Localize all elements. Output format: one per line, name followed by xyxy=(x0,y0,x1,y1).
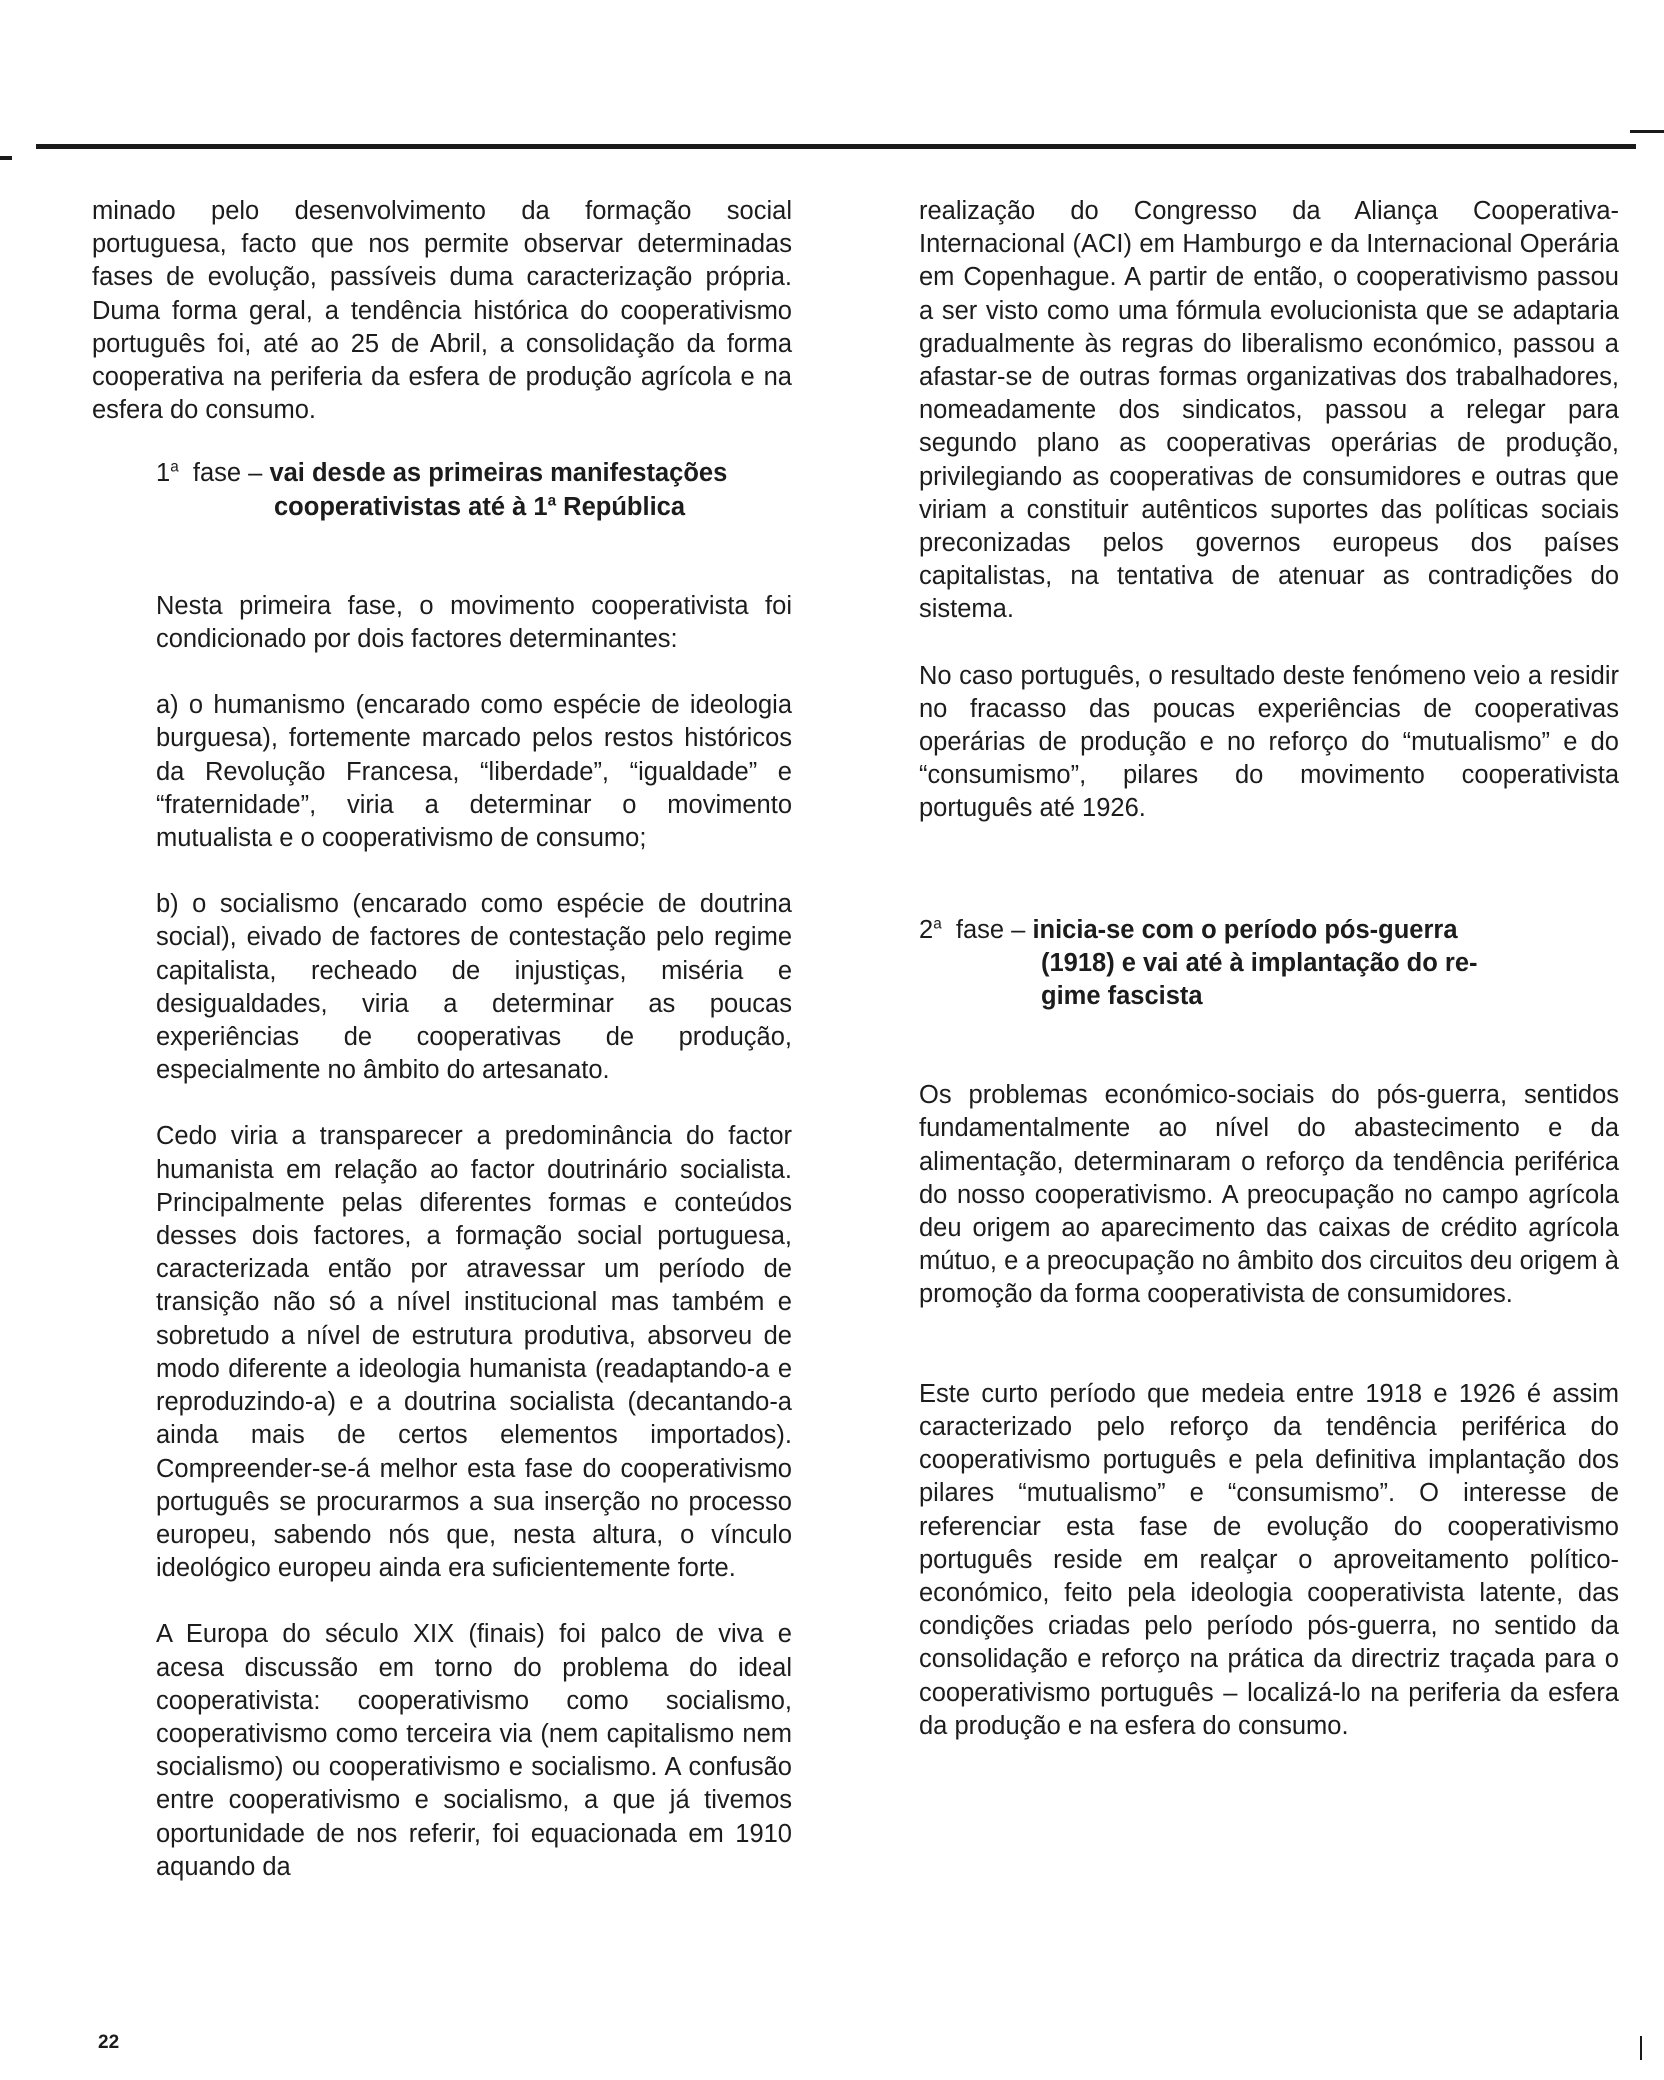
paragraph: No caso português, o resultado deste fenómeno veio a residir no fracasso das poucas experiências de cooperativas operárias de produção e no reforço do “mutualismo” e do “consumismo”, pilares do movimento cooperativista português até 1926. xyxy=(919,661,1619,823)
paragraph: Nesta primeira fase, o movimento cooperativista foi condicionado por dois factores determinantes: xyxy=(156,591,792,654)
phase-number: 2 xyxy=(919,915,934,944)
phase-title-line: vai desde as primeiras manifestações xyxy=(269,459,728,488)
right-column xyxy=(919,195,1619,1743)
intro-paragraph: minado pelo desenvolvimento da formação social portuguesa, facto que nos permite observar determinadas fases de evolução, passíveis duma caracterização própria. Duma forma geral, a tendência histórica do cooperativismo português foi, até ao 25 de Abril, a consolidação da forma cooperativa na periferia da esfera de produção agrícola e na esfera do consumo. xyxy=(92,197,792,425)
paragraph: Este curto período que medeia entre 1918 e 1926 é assim caracterizado pelo reforço da tendência periférica do cooperativismo português e pela definitiva implantação dos pilares “mutualismo” e “consumismo”. O interesse de referenciar esta fase de evolução do cooperativismo português reside em realçar o aproveitamento político-económico, feito pela ideologia cooperativista latente, das condições criadas pelo período pós-guerra, no sentido da consolidação e reforço na prática da directriz traçada para o cooperativismo português – localizá-lo na periferia da esfera da produção e na esfera do consumo. xyxy=(919,1379,1619,1740)
phase-ordinal: a xyxy=(547,492,557,510)
phase-ordinal: a xyxy=(933,915,942,933)
scan-corner-mark xyxy=(1640,2036,1642,2060)
phase-label: fase – xyxy=(192,459,270,488)
paragraph: Os problemas económico-sociais do pós-guerra, sentidos fundamentalmente ao nível do abastecimento e da alimentação, determinaram o reforço da tendência periférica do nosso cooperativismo. A preocupação no campo agrícola deu origem ao aparecimento das caixas de crédito agrícola mútuo, e a preocupação no âmbito dos circuitos deu origem à promoção da forma cooperativista de consumidores. xyxy=(919,1081,1619,1309)
phase-ordinal: a xyxy=(170,458,179,476)
phase-title-line: (1918) e vai até à implantação do re- xyxy=(1041,948,1478,977)
phase-2-heading xyxy=(919,914,1619,1014)
header-rule xyxy=(36,144,1636,149)
paragraph-b: b) o socialismo (encarado como espécie de doutrina social), eivado de factores de contestação pelo regime capitalista, recheado de injustiças, miséria e desigualdades, viria a determinar as poucas experiências de cooperativas de produção, especialmente no âmbito do artesanato. xyxy=(156,890,792,1085)
phase-1-heading xyxy=(156,457,792,523)
phase-title-line: República xyxy=(556,492,686,521)
scan-edge-mark xyxy=(0,156,12,160)
page-number: 22 xyxy=(98,2032,120,2053)
paragraph-a: a) o humanismo (encarado como espécie de ideologia burguesa), fortemente marcado pelos restos históricos da Revolução Francesa, “liberdade”, “igualdade” e “fraternidade”, viria a determinar o movimento mutualista e o cooperativismo de consumo; xyxy=(156,691,792,853)
paragraph: Cedo viria a transparecer a predominância do factor humanista em relação ao factor doutrinário socialista. Principalmente pelas diferentes formas e conteúdos desses dois factores, a formação social portuguesa, caracterizada então por atravessar um período de transição não só a nível institucional mas também e sobretudo a nível de estrutura produtiva, absorveu de modo diferente a ideologia humanista (readaptando-a e reproduzindo-a) e a doutrina socialista (decantando-a ainda mais de certos elementos importados). Compreender-se-á melhor esta fase do cooperativismo português se procurarmos a sua inserção no processo europeu, sabendo nós que, nesta altura, o vínculo ideológico europeu ainda era suficientemente forte. xyxy=(156,1122,792,1583)
phase-label: fase – xyxy=(955,915,1033,944)
phase-title-line: cooperativistas até à 1 xyxy=(274,492,548,521)
left-column xyxy=(92,195,792,1884)
scan-edge-mark xyxy=(1630,130,1664,133)
phase-title-line: inicia-se com o período pós-guerra xyxy=(1032,915,1458,944)
phase-title-line: gime fascista xyxy=(1041,982,1203,1011)
phase-number: 1 xyxy=(156,459,171,488)
paragraph: realização do Congresso da Aliança Cooperativa-Internacional (ACI) em Hamburgo e da Internacional Operária em Copenhague. A partir de então, o cooperativismo passou a ser visto como uma fórmula evolucionista que se adaptaria gradualmente às regras do liberalismo económico, passou a afastar-se de outras formas organizativas dos trabalhadores, nomeadamente dos sindicatos, passou a relegar para segundo plano as cooperativas operárias de produção, privilegiando as cooperativas de consumidores e outras que viriam a constituir autênticos suportes das políticas sociais preconizadas pelos governos europeus dos países capitalistas, na tentativa de atenuar as contradições do sistema. xyxy=(919,197,1619,624)
paragraph: A Europa do século XIX (finais) foi palco de viva e acesa discussão em torno do problema do ideal cooperativista: cooperativismo como socialismo, cooperativismo como terceira via (nem capitalismo nem socialismo) ou cooperativismo e socialismo. A confusão entre cooperativismo e socialismo, a que já tivemos oportunidade de nos referir, foi equacionada em 1910 aquando da xyxy=(156,1620,792,1881)
